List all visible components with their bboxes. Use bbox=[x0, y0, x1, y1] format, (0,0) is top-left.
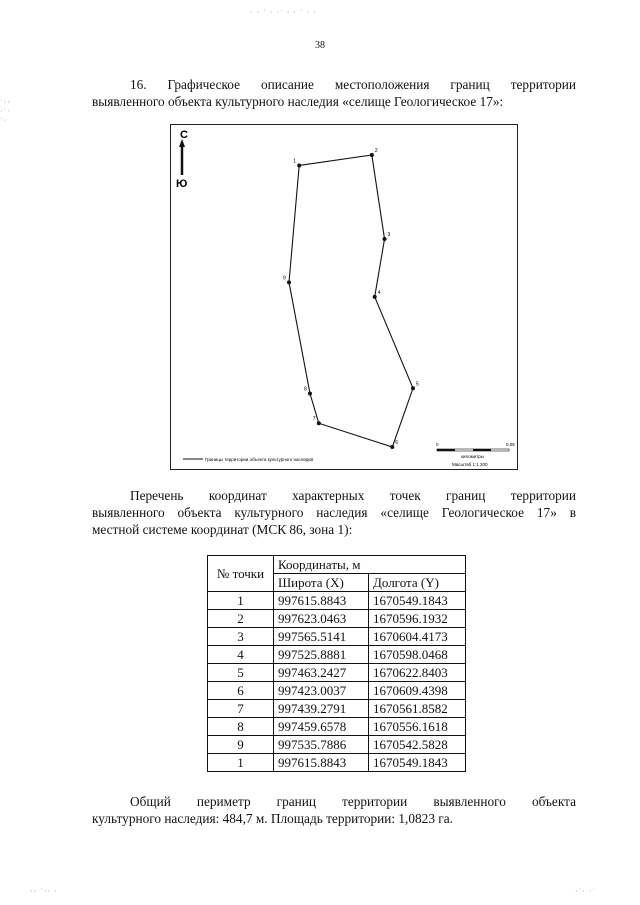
table-row bbox=[208, 592, 466, 610]
table-row bbox=[208, 682, 466, 700]
boundary-line bbox=[289, 155, 413, 447]
boundary-point-label: 6 bbox=[395, 440, 399, 446]
boundary-point-label: 7 bbox=[312, 416, 316, 423]
latitude-cell: 997463.2427 bbox=[274, 664, 369, 682]
latitude-cell: 997535.7886 bbox=[274, 736, 369, 754]
coordinates-intro bbox=[92, 487, 576, 538]
point-number-cell: 1 bbox=[208, 754, 274, 772]
boundary-point-label: 1 bbox=[293, 158, 296, 165]
boundary-map-svg bbox=[171, 125, 517, 469]
boundary-point bbox=[373, 295, 377, 299]
longitude-cell: 1670556.1618 bbox=[369, 718, 466, 736]
territory-boundary bbox=[283, 148, 419, 449]
scan-artifact: ‧˙· ·˙ bbox=[575, 887, 597, 896]
table-row bbox=[208, 700, 466, 718]
point-number-cell: 3 bbox=[208, 628, 274, 646]
header-longitude: Долгота (Y) bbox=[369, 574, 466, 592]
coordinates-intro-line: выявленного объекта культурного наследия «селище Геологическое 17» в bbox=[92, 505, 576, 520]
scale-unit: километры bbox=[461, 454, 484, 459]
boundary-point bbox=[383, 237, 387, 241]
table-row bbox=[208, 628, 466, 646]
table-row bbox=[208, 754, 466, 772]
longitude-cell: 1670609.4398 bbox=[369, 682, 466, 700]
scan-artifact: ˙·‧ ·˙· ˙‧ bbox=[0, 98, 11, 125]
header-coordinates: Координаты, м bbox=[274, 556, 466, 574]
header-point: № точки bbox=[208, 556, 274, 592]
boundary-point bbox=[370, 153, 374, 157]
point-number-cell: 5 bbox=[208, 664, 274, 682]
table-row bbox=[208, 736, 466, 754]
boundary-point-label: 8 bbox=[303, 386, 307, 393]
north-label: С bbox=[180, 129, 188, 141]
scan-artifact: ·‧ ˙·‧ · bbox=[30, 887, 58, 896]
table-row bbox=[208, 718, 466, 736]
legend-label: Границы территории объекта культурного наследия bbox=[205, 457, 314, 462]
boundary-point-label: 4 bbox=[377, 289, 381, 296]
longitude-cell: 1670549.1843 bbox=[369, 754, 466, 772]
boundary-point bbox=[287, 280, 291, 284]
point-number-cell: 8 bbox=[208, 718, 274, 736]
table-row bbox=[208, 664, 466, 682]
latitude-cell: 997525.8881 bbox=[274, 646, 369, 664]
boundary-point-label: 3 bbox=[387, 231, 391, 238]
boundary-point bbox=[411, 386, 415, 390]
table-row bbox=[208, 646, 466, 664]
header-latitude: Широта (X) bbox=[274, 574, 369, 592]
latitude-cell: 997615.8843 bbox=[274, 754, 369, 772]
boundary-point bbox=[297, 163, 301, 167]
point-number-cell: 7 bbox=[208, 700, 274, 718]
page-number: 38 bbox=[315, 40, 325, 51]
longitude-cell: 1670549.1843 bbox=[369, 592, 466, 610]
point-number-cell: 2 bbox=[208, 610, 274, 628]
summary bbox=[92, 793, 576, 827]
boundary-map bbox=[170, 124, 518, 470]
latitude-cell: 997439.2791 bbox=[274, 700, 369, 718]
latitude-cell: 997423.0037 bbox=[274, 682, 369, 700]
summary-line: Общий периметр границ территории выявленного объекта bbox=[130, 794, 576, 809]
latitude-cell: 997565.5141 bbox=[274, 628, 369, 646]
section-heading bbox=[92, 76, 576, 110]
longitude-cell: 1670604.4173 bbox=[369, 628, 466, 646]
longitude-cell: 1670596.1932 bbox=[369, 610, 466, 628]
scale-ratio: Масштаб 1:1 200 bbox=[452, 462, 488, 467]
longitude-cell: 1670561.8582 bbox=[369, 700, 466, 718]
boundary-point bbox=[390, 445, 394, 449]
section-heading-line: 16. Графическое описание местоположения границ территории bbox=[130, 77, 576, 92]
point-number-cell: 6 bbox=[208, 682, 274, 700]
point-number-cell: 4 bbox=[208, 646, 274, 664]
longitude-cell: 1670542.5828 bbox=[369, 736, 466, 754]
table-header-row bbox=[208, 556, 466, 574]
latitude-cell: 997459.6578 bbox=[274, 718, 369, 736]
point-number-cell: 1 bbox=[208, 592, 274, 610]
south-label: Ю bbox=[176, 178, 188, 190]
summary-line: культурного наследия: 484,7 м. Площадь территории: 1,0823 га. bbox=[92, 811, 453, 826]
table-row bbox=[208, 610, 466, 628]
boundary-point bbox=[317, 421, 321, 425]
scale-start: 0 bbox=[436, 442, 439, 447]
boundary-point-label: 9 bbox=[283, 275, 286, 282]
latitude-cell: 997615.8843 bbox=[274, 592, 369, 610]
scan-artifact: · ‧ ˙ ‧ ·˙ · ‧ ˙ ‧ · bbox=[250, 8, 317, 17]
latitude-cell: 997623.0463 bbox=[274, 610, 369, 628]
point-number-cell: 9 bbox=[208, 736, 274, 754]
boundary-point bbox=[308, 391, 312, 395]
coordinates-intro-line: местной системе координат (МСК 86, зона 1): bbox=[92, 522, 353, 537]
coordinates-intro-line: Перечень координат характерных точек границ территории bbox=[130, 488, 576, 503]
boundary-point-label: 2 bbox=[374, 148, 378, 154]
coordinates-table bbox=[207, 555, 466, 772]
scale-bar bbox=[436, 442, 515, 467]
longitude-cell: 1670598.0468 bbox=[369, 646, 466, 664]
section-heading-line: выявленного объекта культурного наследия «селище Геологическое 17»: bbox=[92, 94, 504, 109]
scale-end: 0.05 bbox=[506, 442, 515, 447]
longitude-cell: 1670622.8403 bbox=[369, 664, 466, 682]
north-arrow-icon bbox=[176, 129, 188, 190]
boundary-point-label: 5 bbox=[416, 381, 419, 388]
